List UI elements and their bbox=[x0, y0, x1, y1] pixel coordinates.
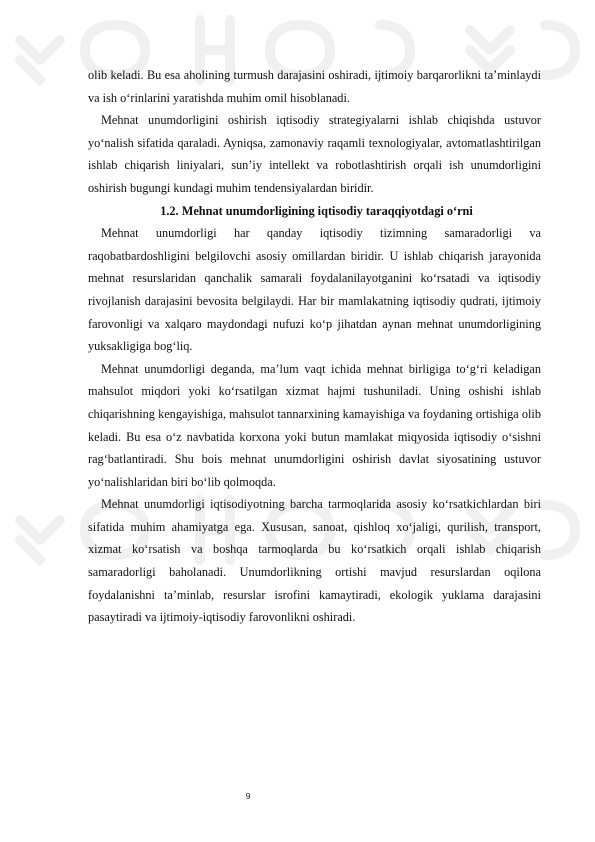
watermark-shape bbox=[545, 505, 575, 555]
paragraph: Mehnat unumdorligi har qanday iqtisodiy tizimning samaradorligi va raqobatbardoshligini belgilovchi asosiy omillardan biridir. U ishlab chiqarish jarayonida mehnat resurslaridan qanchalik samarali foydalanilayotganini ko‘rsatadi va iqtisodiy rivojlanish darajasini bevosita belgilaydi. Har bir mamlakatning iqtisodiy qudrati, ijtimoiy farovonligi va xalqaro maydondagi nufuzi ko‘p jihatdan aynan mehnat unumdorligining yuksakligiga bog‘liq. bbox=[88, 226, 541, 354]
watermark-shape bbox=[20, 40, 60, 80]
page-number: 9 bbox=[245, 792, 251, 801]
watermark-shape bbox=[20, 520, 60, 560]
document-body bbox=[88, 64, 541, 629]
paragraph: Mehnat unumdorligi iqtisodiyotning barcha tarmoqlarida asosiy ko‘rsatkichlardan biri sifatida muhim ahamiyatga ega. Xususan, sanoat, qishloq xo‘jaligi, qurilish, transport, xizmat ko‘rsatish va boshqa tarmoqlarda bu ko‘rsatkich orqali ishlab chiqarish samaradorligi baholanadi. Unumdorlikning ortishi mavjud resurslardan oqilona foydalanishni ta’minlab, resurslar isrofini kamaytiradi, ekologik yuklama darajasini pasaytiradi va ijtimoiy-iqtisodiy farovonlikni oshiradi. bbox=[88, 497, 541, 625]
paragraph: Mehnat unumdorligi deganda, ma’lum vaqt ichida mehnat birligiga to‘g‘ri keladigan mahsulot miqdori yoki ko‘rsatilgan xizmat hajmi tushuniladi. Uning oshishi ishlab chiqarishning kengayishiga, mahsulot tannarxining kamayishiga va foydaning ortishiga olib keladi. Bu esa o‘z navbatida korxona yoki butun mamlakat miqyosida iqtisodiy o‘sishni rag‘batlantiradi. Shu bois mehnat unumdorligini oshirish davlat siyosatining ustuvor yo‘nalishlaridan biri bo‘lib qolmoqda. bbox=[88, 361, 541, 489]
paragraph: Mehnat unumdorligini oshirish iqtisodiy strategiyalarni ishlab chiqishda ustuvor yo‘nalish sifatida qaraladi. Ayniqsa, zamonaviy raqamli texnologiyalar, avtomatlashtirilgan ishlab chiqarish liniyalari, sun’iy intellekt va robotlashtirish orqali ish unumdorligini oshirish bugungi kundagi muhim tendensiyalardan biridir. bbox=[88, 113, 541, 195]
section-heading: 1.2. Mehnat unumdorligining iqtisodiy taraqqiyotdagi o‘rni bbox=[160, 203, 473, 218]
paragraph: olib keladi. Bu esa aholining turmush darajasini oshiradi, ijtimoiy barqarorlikni ta’minlaydi va ish o‘rinlarini yaratishda muhim omil hisoblanadi. bbox=[88, 68, 541, 105]
watermark-shape bbox=[545, 25, 575, 75]
